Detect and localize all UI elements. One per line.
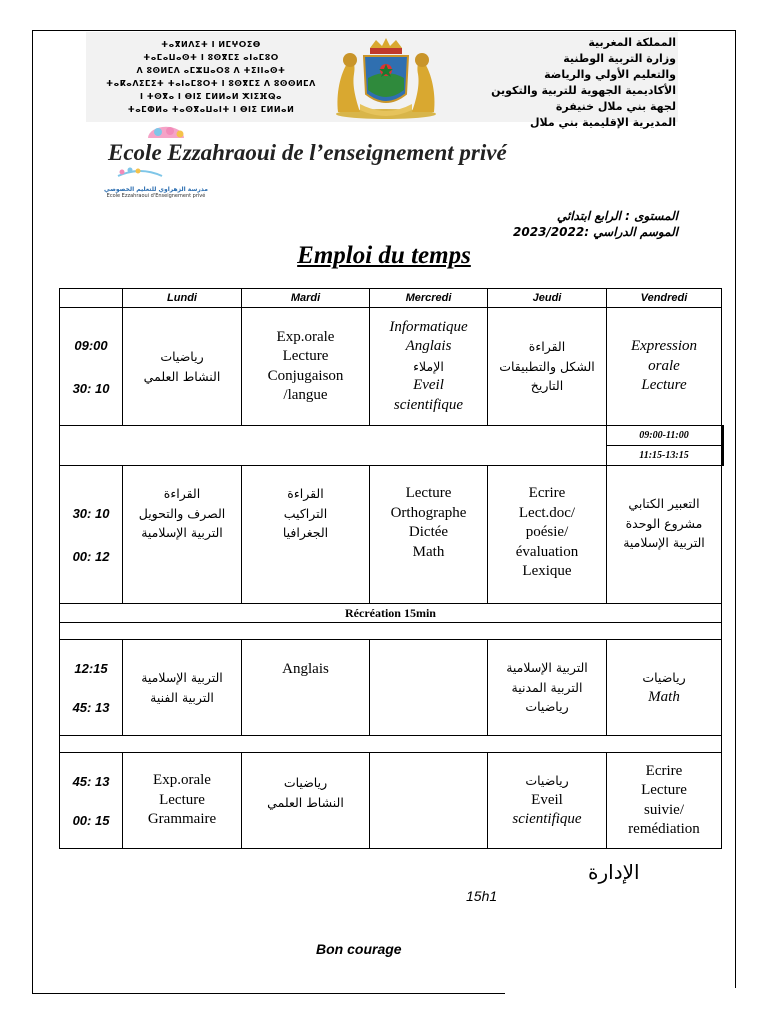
day-header: Vendredi — [607, 289, 722, 308]
subject-line: النشاط العلمي — [143, 368, 221, 384]
logo-caption-fr: Ecole Ezzahraoui d'Enseignement privé — [106, 193, 206, 199]
coat-of-arms-icon — [330, 34, 442, 120]
subject-line: النشاط العلمي — [267, 794, 344, 810]
recreation-label: Récréation 15min — [60, 604, 722, 623]
subject-line: القراءة — [287, 486, 324, 501]
subject-line: Orthographe — [390, 504, 467, 521]
subject-line: Exp.orale — [153, 772, 211, 789]
subject-line: Conjugaison — [267, 367, 344, 384]
administration-label: الإدارة — [588, 860, 640, 884]
subject-line: التربية المدنية — [511, 679, 583, 695]
blank-row — [60, 623, 724, 640]
corner-cell — [60, 289, 123, 308]
logo-caption-ar: مدرسة الزهراوي للتعليم الخصوصي — [104, 186, 208, 193]
recreation-row — [60, 604, 724, 623]
level-info — [400, 208, 678, 240]
subject-line: orale — [648, 357, 680, 374]
subject-line: Lect.doc/ — [518, 504, 576, 521]
subject-line: Informatique — [389, 318, 468, 335]
time-cell — [60, 640, 123, 736]
time-cell — [60, 308, 123, 426]
slot-cell — [370, 308, 488, 426]
footer-time: 15h1 — [466, 888, 498, 904]
subject-line: Lecture — [641, 377, 687, 394]
subject-line: Ecrire — [645, 762, 683, 779]
subject-line: رياضيات — [525, 699, 569, 714]
time-end: 45: 13 — [72, 699, 110, 715]
subject-line: Expression — [630, 338, 698, 355]
arabic-header — [446, 35, 676, 131]
time-cell — [60, 753, 123, 849]
tifinagh-line: ⵜⴰⵎⵀⵍⴰ ⵜⴰⵙⴳⴰⵡⴰⵏⵜ ⵏ ⴱⵏⵉ ⵎⵍⵍⴰⵍ — [127, 105, 295, 114]
gap-cell — [723, 426, 724, 466]
time-end: 00: 15 — [72, 812, 110, 828]
subject-line: suivie/ — [644, 801, 684, 818]
session-row — [60, 640, 724, 736]
subject-line: Eveil — [531, 791, 563, 808]
subject-line: التربية الإسلامية — [506, 660, 588, 675]
school-year-text: الموسم الدراسي :2023/2022 — [513, 225, 678, 239]
subject-line: الجغرافيا — [282, 525, 329, 540]
arabic-header-line: وزارة التربية الوطنية — [563, 52, 676, 65]
session-row — [60, 466, 724, 604]
subject-line: Math — [412, 543, 445, 560]
timetable — [59, 288, 724, 849]
tifinagh-line: ⵏ ⵜⵙⴳⴰ ⵏ ⴱⵏⵉ ⵎⵍⵍⴰⵍ ⵅⵏⵉⴼⵕⴰ — [139, 92, 283, 101]
subject-line: Eveil — [413, 377, 444, 394]
gap-row — [60, 426, 724, 446]
slot-cell — [242, 466, 370, 604]
wednesday-hours-2: 11:15-13:15 — [607, 446, 722, 466]
subject-line: التربية الإسلامية — [141, 525, 223, 540]
subject-line: الشكل والتطبيقات — [499, 358, 595, 374]
slot-cell — [123, 466, 242, 604]
subject-line: التربية الإسلامية — [141, 670, 223, 685]
subject-line: التعبير الكتابي — [628, 496, 700, 511]
slot-cell — [370, 640, 488, 736]
subject-line: Math — [648, 688, 680, 705]
slot-cell — [123, 640, 242, 736]
subject-line: Lecture — [405, 485, 452, 501]
logo-caption — [100, 186, 212, 200]
slot-cell — [607, 640, 722, 736]
session-row — [60, 753, 724, 849]
subject-line: Anglais — [405, 338, 452, 355]
arabic-header-line: لجهة بني ملال خنيفرة — [555, 100, 676, 113]
subject-line: رياضيات — [160, 349, 204, 364]
level-text: المستوى : الرابع ابتدائي — [556, 209, 678, 223]
school-name: Ecole Ezzahraoui de l’enseignement privé — [108, 140, 507, 165]
subject-line: Lecture — [159, 791, 205, 808]
subject-line: scientifique — [512, 811, 582, 828]
slot-cell — [488, 753, 607, 849]
time-start: 30: 10 — [72, 505, 110, 521]
day-header: Mercredi — [370, 289, 488, 308]
tifinagh-line: ⵜⴰⵎⴰⵡⴰⵙⵜ ⵏ ⵓⵙⴳⵎⵉ ⴰⵏⴰⵎⵓⵔ — [143, 53, 279, 62]
time-start: 09:00 — [74, 337, 108, 353]
arabic-header-line: الأكاديمية الجهوية للتربية والتكوين — [491, 84, 676, 97]
tifinagh-header — [96, 38, 326, 116]
slot-cell — [488, 308, 607, 426]
tifinagh-line: ⵜⴰⴽⴰⴷⵉⵎⵉⵜ ⵜⴰⵏⴰⵎⵓⵔⵜ ⵏ ⵓⵙⴳⵎⵉ ⴷ ⵓⵙⵙⵍⵎⴷ — [106, 79, 316, 88]
slot-cell — [123, 753, 242, 849]
tifinagh-line: ⵜⴰⴳⵍⴷⵉⵜ ⵏ ⵍⵎⵖⵔⵉⴱ — [161, 40, 261, 49]
slot-cell — [607, 753, 722, 849]
slot-cell — [488, 466, 607, 604]
subject-line: scientifique — [393, 396, 464, 413]
subject-line: remédiation — [628, 821, 700, 837]
slot-cell — [370, 466, 488, 604]
slot-cell — [242, 753, 370, 849]
slot-cell — [607, 308, 722, 426]
arabic-header-line: والتعليم الأولي والرياضة — [544, 68, 676, 81]
subject-line: Anglais — [282, 661, 329, 677]
subject-line: Dictée — [408, 524, 449, 540]
page-title: Emploi du temps — [297, 242, 471, 269]
gap-cell — [60, 426, 607, 466]
subject-line: poésie/ — [525, 524, 569, 540]
closing-message: Bon courage — [316, 941, 402, 957]
slot-cell — [607, 466, 722, 604]
time-end: 30: 10 — [72, 380, 110, 396]
day-header: Lundi — [123, 289, 242, 308]
subject-line: Grammaire — [147, 811, 217, 828]
time-start: 12:15 — [74, 660, 108, 676]
subject-line: /langue — [283, 387, 328, 403]
subject-line: التاريخ — [530, 378, 564, 394]
blank-cell — [60, 623, 722, 640]
subject-line: Lecture — [282, 348, 329, 364]
blank-row — [60, 736, 724, 753]
timetable-header-row — [60, 289, 724, 308]
slot-cell — [370, 753, 488, 849]
subject-line: Lecture — [641, 782, 687, 798]
subject-line: مشروع الوحدة — [625, 515, 703, 531]
subject-line: Exp.orale — [276, 328, 335, 345]
subject-line: رياضيات — [283, 775, 328, 790]
subject-line: القراءة — [528, 339, 566, 355]
subject-line: رياضيات — [642, 670, 686, 685]
blank-cell — [60, 736, 722, 753]
session-row — [60, 308, 724, 426]
slot-cell — [488, 640, 607, 736]
subject-line: التربية الإسلامية — [623, 535, 705, 550]
subject-line: رياضيات — [525, 773, 569, 789]
subject-line: Ecrire — [528, 485, 566, 501]
slot-cell — [242, 308, 370, 426]
subject-line: évaluation — [515, 543, 579, 560]
subject-line: الصرف والتحويل — [138, 505, 226, 521]
subject-line: الإملاء — [413, 358, 444, 374]
arabic-header-line: المديرية الإقليمية بني ملال — [529, 116, 676, 129]
time-cell — [60, 466, 123, 604]
tifinagh-line: ⴷ ⵓⵙⵍⵎⴷ ⴰⵎⵣⵡⴰⵔⵓ ⴷ ⵜⵉⵏⵏⴰⵙⵜ — [136, 66, 286, 75]
frame-gap — [505, 988, 745, 1000]
slot-cell — [242, 640, 370, 736]
slot-cell — [123, 308, 242, 426]
wednesday-hours-1: 09:00-11:00 — [607, 426, 722, 446]
day-header: Jeudi — [488, 289, 607, 308]
arabic-header-line: المملكة المغربية — [588, 36, 676, 49]
subject-line: Lexique — [522, 563, 572, 579]
subject-line: التربية الفنية — [150, 689, 214, 705]
subject-line: القراءة — [163, 486, 201, 501]
subject-line: التراكيب — [283, 505, 328, 521]
time-start: 45: 13 — [72, 773, 110, 789]
time-end: 00: 12 — [72, 548, 110, 564]
day-header: Mardi — [242, 289, 370, 308]
